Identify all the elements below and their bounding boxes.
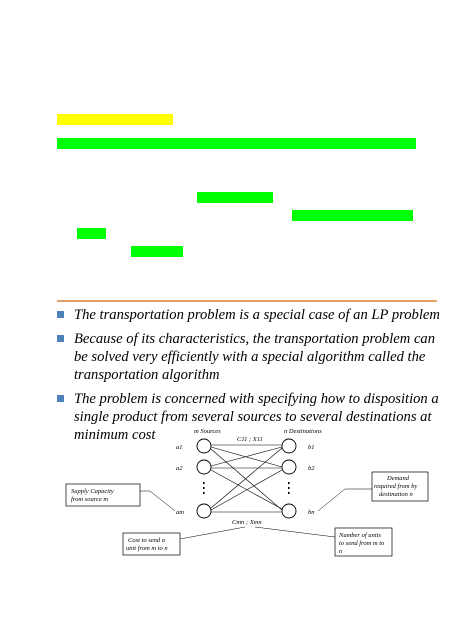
source-node-m bbox=[197, 504, 211, 518]
arcs bbox=[211, 445, 282, 512]
destination-label-n: bn bbox=[308, 509, 315, 516]
units-box-line-1: Number of units bbox=[339, 532, 381, 539]
demand-box-line-2: required from by bbox=[374, 483, 418, 490]
bottom-arc-label: Cmn ; Xmn bbox=[232, 519, 262, 526]
demand-box-line-1: Demand bbox=[387, 475, 410, 482]
destination-node-n bbox=[282, 504, 296, 518]
sources-header: m Sources bbox=[194, 428, 221, 435]
cost-box-line-1: Cost to send a bbox=[128, 537, 166, 544]
units-box-line-2: to send from m to bbox=[339, 540, 385, 547]
ellipsis-dots bbox=[203, 482, 290, 494]
source-label-2: a2 bbox=[176, 465, 183, 472]
source-node-2 bbox=[197, 460, 211, 474]
destination-label-1: b1 bbox=[308, 444, 315, 451]
source-label-m: am bbox=[176, 509, 184, 516]
demand-box-line-3: destination n bbox=[379, 491, 413, 498]
cost-box-line-2: unit from m to n bbox=[126, 545, 168, 552]
top-arc-label: C11 ; X11 bbox=[237, 436, 263, 443]
destination-label-2: b2 bbox=[308, 465, 315, 472]
destination-node-1 bbox=[282, 439, 296, 453]
bullet-text: The problem is concerned with specifying how to disposition a single product from several sources to several destinations at minimum cost bbox=[74, 391, 439, 443]
supply-box-line-1: Supply Capacity bbox=[71, 488, 114, 495]
bullet-text: Because of its characteristics, the transportation problem can be solved very efficiently with a special algorithm called the transportation algorithm bbox=[74, 331, 436, 383]
source-label-1: a1 bbox=[176, 444, 183, 451]
supply-box-line-2: from source m bbox=[71, 496, 109, 503]
bullet-text: The transportation problem is a special case of an LP problem bbox=[74, 307, 440, 323]
units-box-line-3: n bbox=[339, 548, 343, 555]
source-node-1 bbox=[197, 439, 211, 453]
destinations-header: n Destinations bbox=[284, 428, 322, 435]
destination-node-2 bbox=[282, 460, 296, 474]
